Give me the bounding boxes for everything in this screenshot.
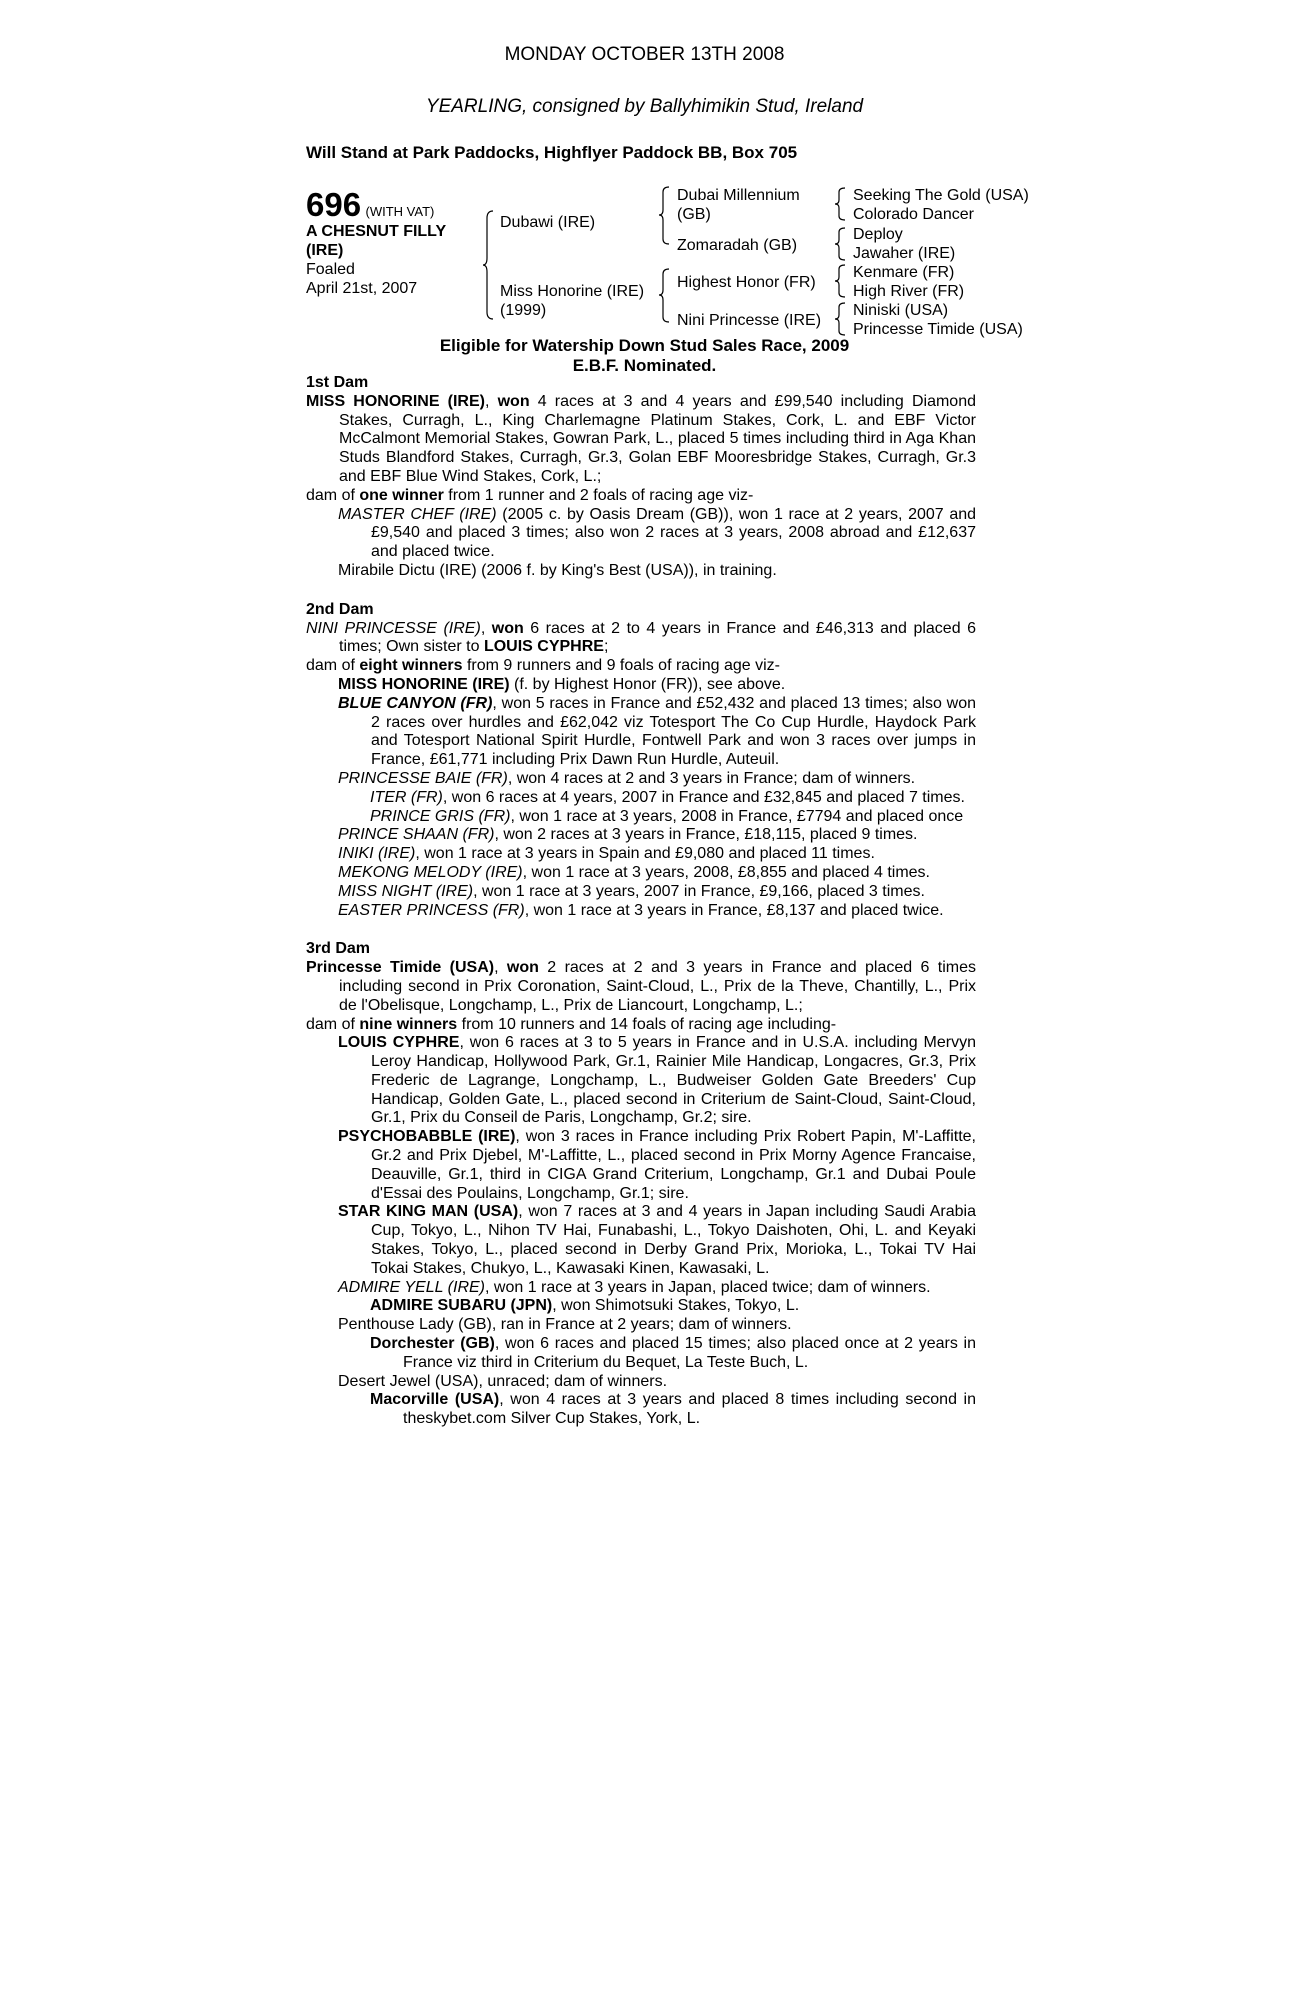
pedigree-sire-sire-country: (GB) <box>677 206 711 223</box>
pedigree-dam-name: Miss Honorine (IRE) <box>500 283 645 300</box>
pedigree-gen3-1: Seeking The Gold (USA) <box>853 187 1029 204</box>
consignment-line: YEARLING, consigned by Ballyhimikin Stud, Ireland <box>425 96 864 117</box>
list-item: STAR KING MAN (USA), won 7 races at 3 and 4 years in Japan including Saudi Arabia Cup, Tokyo, L., Nihon TV Hai, Funabashi, L., Tokyo Daishoten, Ohi, L. and Keyaki Stakes, Tokyo, L., placed second in Derby Grand Prix, Morioka, L., Tokai TV Hai Tokai Stakes, Chukyo, L., Kawasaki Kinen, Kawasaki, L. <box>338 1203 977 1277</box>
list-item: MISS NIGHT (IRE), won 1 race at 3 years, 2007 in France, £9,166, placed 3 times. <box>338 882 925 900</box>
pedigree-bracket-ds <box>834 264 846 298</box>
list-item: MEKONG MELODY (IRE), won 1 race at 3 years, 2008, £8,855 and placed 4 times. <box>338 863 930 881</box>
list-item: LOUIS CYPHRE, won 6 races at 3 to 5 years in France and in U.S.A. including Mervyn Leroy Handicap, Hollywood Park, Gr.1, Rainier Mile Handicap, Longacres, Gr.3, Prix Frederic de Lagrange, Longchamp, L., Budweiser Golden Gate Breeders' Cup Handicap, Golden Gate, L., placed second in Criterium de Saint-Cloud, Saint-Cloud, Gr.1, Prix du Conseil de Paris, Longchamp, Gr.2; sire. <box>338 1034 976 1127</box>
list-item: PRINCESSE BAIE (FR), won 4 races at 2 and 3 years in France; dam of winners. <box>338 769 916 787</box>
first-dam-produce-summary: dam of one winner from 1 runner and 2 foals of racing age viz- <box>306 486 754 504</box>
third-dam-record: Princesse Timide (USA), won 2 races at 2 and 3 years in France and placed 6 times including second in Prix Coronation, Saint-Cloud, L., Prix de la Theve, Chantilly, L., Prix de l'Obelisque, Longchamp, L., Prix de Liancourt, Longchamp, L.; <box>306 959 977 1014</box>
pedigree-bracket-sd <box>834 227 846 261</box>
second-dam-record: NINI PRINCESSE (IRE), won 6 races at 2 to 4 years in France and £46,313 and placed 6 times; Own sister to LOUIS CYPHRE; <box>306 619 977 656</box>
list-item: Macorville (USA), won 4 races at 3 years and placed 8 times including second in theskybet.com Silver Cup Stakes, York, L. <box>370 1391 976 1428</box>
pedigree-bracket-dd <box>834 302 846 336</box>
pedigree-sire: Dubawi (IRE) <box>500 214 596 231</box>
foaled-label: Foaled <box>306 261 355 278</box>
list-item: Dorchester (GB), won 6 races and placed 15 times; also placed once at 2 years in France viz third in Criterium du Bequet, La Teste Buch, L. <box>370 1335 977 1371</box>
list-item: BLUE CANYON (FR), won 5 races in France and £52,432 and placed 13 times; also won 2 races over hurdles and £62,042 viz Totesport The Co Cup Hurdle, Haydock Park and Totesport National Spirit Hurdle, Fontwell Park and won 3 races over jumps in France, £61,771 including Prix Dawn Run Hurdle, Auteuil. <box>338 694 977 769</box>
eligibility <box>0 336 1289 376</box>
vat-note: (WITH VAT) <box>365 204 435 219</box>
first-dam-heading: 1st Dam <box>306 374 369 391</box>
pedigree-dam-sire: Highest Honor (FR) <box>677 274 816 291</box>
second-dam-name: NINI PRINCESSE (IRE) <box>306 619 481 637</box>
pedigree-bracket-dam <box>658 268 670 324</box>
lot-number: 696 <box>306 186 362 223</box>
list-item: ADMIRE SUBARU (JPN), won Shimotsuki Stakes, Tokyo, L. <box>370 1297 800 1315</box>
pedigree-bracket-gen1 <box>482 210 494 320</box>
list-item: PRINCE GRIS (FR), won 1 race at 3 years, 2008 in France, £7794 and placed once <box>370 807 964 825</box>
pedigree-gen3-5: Kenmare (FR) <box>853 264 955 281</box>
pedigree-dam-year: (1999) <box>500 302 547 319</box>
list-item: PRINCE SHAAN (FR), won 2 races at 3 years in France, £18,115, placed 9 times. <box>338 826 918 844</box>
list-item: PSYCHOBABBLE (IRE), won 3 races in France including Prix Robert Papin, M'-Laffitte, Gr.2 and Prix Djebel, M'-Laffitte, L., placed second in Prix Morny Agence Francaise, Deauville, Gr.1, third in CIGA Grand Criterium, Longchamp, Gr.1 and Dubai Poule d'Essai des Poulains, Longchamp, Gr.1; sire. <box>338 1128 976 1202</box>
pedigree-bracket-sire <box>658 186 670 246</box>
pedigree-gen3-6: High River (FR) <box>853 283 965 300</box>
pedigree-gen3-3: Deploy <box>853 226 903 243</box>
sale-date: MONDAY OCTOBER 13TH 2008 <box>504 44 785 65</box>
pedigree-gen3-2: Colorado Dancer <box>853 206 974 223</box>
pedigree-dam <box>500 282 644 320</box>
pedigree-gen3-4: Jawaher (IRE) <box>853 245 956 262</box>
list-item: MISS HONORINE (IRE) (f. by Highest Honor (FR)), see above. <box>338 675 786 693</box>
eligibility-race: Eligible for Watership Down Stud Sales Race, 2009 <box>439 336 850 355</box>
stand-location: Will Stand at Park Paddocks, Highflyer Paddock BB, Box 705 <box>306 143 798 162</box>
third-dam-produce-summary: dam of nine winners from 10 runners and 14 foals of racing age including- <box>306 1015 837 1033</box>
pedigree-bracket-ss <box>834 187 846 221</box>
list-item: EASTER PRINCESS (FR), won 1 race at 3 years in France, £8,137 and placed twice. <box>338 901 944 919</box>
list-item: MASTER CHEF (IRE) (2005 c. by Oasis Dream (GB)), won 1 race at 2 years, 2007 and £9,540 and placed 3 times; also won 2 races at 3 years, 2008 abroad and £12,637 and placed twice. <box>338 505 977 561</box>
second-dam-heading: 2nd Dam <box>306 600 374 618</box>
lot-info <box>306 188 486 298</box>
eligibility-ebf: E.B.F. Nominated. <box>572 356 717 375</box>
pedigree-gen3-7: Niniski (USA) <box>853 302 949 319</box>
produce-record <box>306 374 976 1429</box>
lot-country: (IRE) <box>306 242 344 259</box>
first-dam-record: MISS HONORINE (IRE), won 4 races at 3 and 4 years and £99,540 including Diamond Stakes, Curragh, L., King Charlemagne Platinum Stakes, Cork, L. and EBF Victor McCalmont Memorial Stakes, Gowran Park, L., placed 5 times including third in Aga Khan Studs Blandford Stakes, Curragh, Gr.3, Golan EBF Mooresbridge Stakes, Curragh, Gr.3 and EBF Blue Wind Stakes, Cork, L.; <box>306 392 977 485</box>
third-dam-name: Princesse Timide (USA) <box>306 959 495 977</box>
third-dam-heading: 3rd Dam <box>306 940 371 958</box>
pedigree-sire-dam: Zomaradah (GB) <box>677 237 798 254</box>
foaled-date: April 21st, 2007 <box>306 280 418 297</box>
list-item: ITER (FR), won 6 races at 4 years, 2007 in France and £32,845 and placed 7 times. <box>370 788 965 806</box>
second-dam-produce-summary: dam of eight winners from 9 runners and 9 foals of racing age viz- <box>306 657 780 675</box>
pedigree-dam-dam: Nini Princesse (IRE) <box>677 312 822 329</box>
list-item: ADMIRE YELL (IRE), won 1 race at 3 years in Japan, placed twice; dam of winners. <box>338 1278 931 1296</box>
pedigree-sire-sire-name: Dubai Millennium <box>677 187 800 204</box>
pedigree-sire-sire <box>677 186 800 224</box>
list-item: Desert Jewel (USA), unraced; dam of winners. <box>338 1372 668 1390</box>
list-item: Penthouse Lady (GB), ran in France at 2 years; dam of winners. <box>338 1316 792 1334</box>
list-item: Mirabile Dictu (IRE) (2006 f. by King's Best (USA)), in training. <box>338 561 777 579</box>
pedigree-gen3-8: Princesse Timide (USA) <box>853 321 1023 338</box>
lot-sex: A CHESNUT FILLY <box>306 223 447 240</box>
list-item: INIKI (IRE), won 1 race at 3 years in Spain and £9,080 and placed 11 times. <box>338 845 875 863</box>
first-dam-name: MISS HONORINE (IRE) <box>306 392 485 410</box>
